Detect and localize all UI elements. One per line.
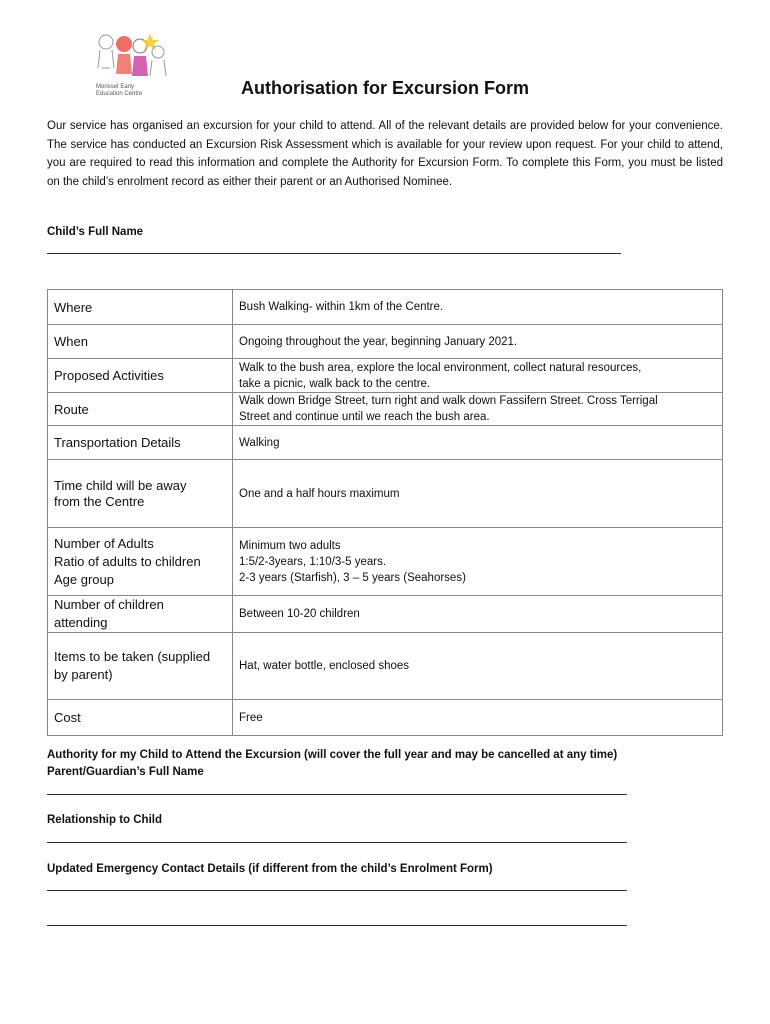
table-row (48, 633, 723, 700)
row-key: When (48, 325, 233, 359)
row-key: Time child will be away from the Centre (48, 460, 233, 528)
table-row (48, 325, 723, 359)
relationship-field[interactable] (47, 842, 627, 843)
emergency-contact-field-2[interactable] (47, 925, 627, 926)
row-value: Walk to the bush area, explore the local environment, collect natural resources, take a picnic, walk back to the centre. (233, 359, 723, 393)
excursion-details-table (47, 289, 723, 736)
row-value: Walk down Bridge Street, turn right and walk down Fassifern Street. Cross Terrigal Street and continue until we reach the bush area. (233, 393, 723, 426)
page-title: Authorisation for Excursion Form (240, 78, 530, 98)
table-row (48, 290, 723, 325)
logo-caption-line: Education Centre (96, 91, 143, 97)
table-row (48, 393, 723, 426)
emergency-contact-field[interactable] (47, 890, 627, 891)
child-name-label: Child’s Full Name (47, 226, 144, 238)
row-key: Number of Adults Ratio of adults to children Age group (48, 528, 233, 596)
row-value: Walking (233, 426, 723, 460)
row-value: Bush Walking- within 1km of the Centre. (233, 290, 723, 325)
row-key: Transportation Details (48, 426, 233, 460)
row-key: Items to be taken (supplied by parent) (48, 633, 233, 700)
guardian-name-field[interactable] (47, 794, 627, 795)
child-name-field[interactable] (47, 253, 621, 254)
relationship-label: Relationship to Child (47, 814, 162, 826)
row-value: One and a half hours maximum (233, 460, 723, 528)
table-row (48, 528, 723, 596)
row-key: Number of children attending (48, 596, 233, 633)
authority-heading: Authority for my Child to Attend the Excursion (will cover the full year and may be cancelled at any time) (47, 749, 618, 761)
logo-caption-line: Morisset Early (96, 84, 135, 90)
guardian-name-label: Parent/Guardian’s Full Name (47, 766, 204, 778)
table-row (48, 426, 723, 460)
row-value: Between 10-20 children (233, 596, 723, 633)
table-row (48, 700, 723, 736)
table-row (48, 359, 723, 393)
row-value: Minimum two adults 1:5/2-3years, 1:10/3-5 years. 2-3 years (Starfish), 3 – 5 years (Seahorses) (233, 528, 723, 596)
emergency-contact-label: Updated Emergency Contact Details (if different from the child’s Enrolment Form) (47, 863, 493, 875)
row-value: Hat, water bottle, enclosed shoes (233, 633, 723, 700)
table-row (48, 596, 723, 633)
row-value: Ongoing throughout the year, beginning January 2021. (233, 325, 723, 359)
row-key: Proposed Activities (48, 359, 233, 393)
intro-paragraph: Our service has organised an excursion for your child to attend. All of the relevant details are provided below for your convenience. The service has conducted an Excursion Risk Assessment which is available for your review upon request. For your child to attend, you are required to read this information and complete the Authority for Excursion Form. To complete this Form, you must be listed on the child’s enrolment record as either their parent or an Authorised Nominee. (47, 120, 723, 188)
row-value: Free (233, 700, 723, 736)
row-key: Cost (48, 700, 233, 736)
table-row (48, 460, 723, 528)
row-key: Where (48, 290, 233, 325)
row-key: Route (48, 393, 233, 426)
